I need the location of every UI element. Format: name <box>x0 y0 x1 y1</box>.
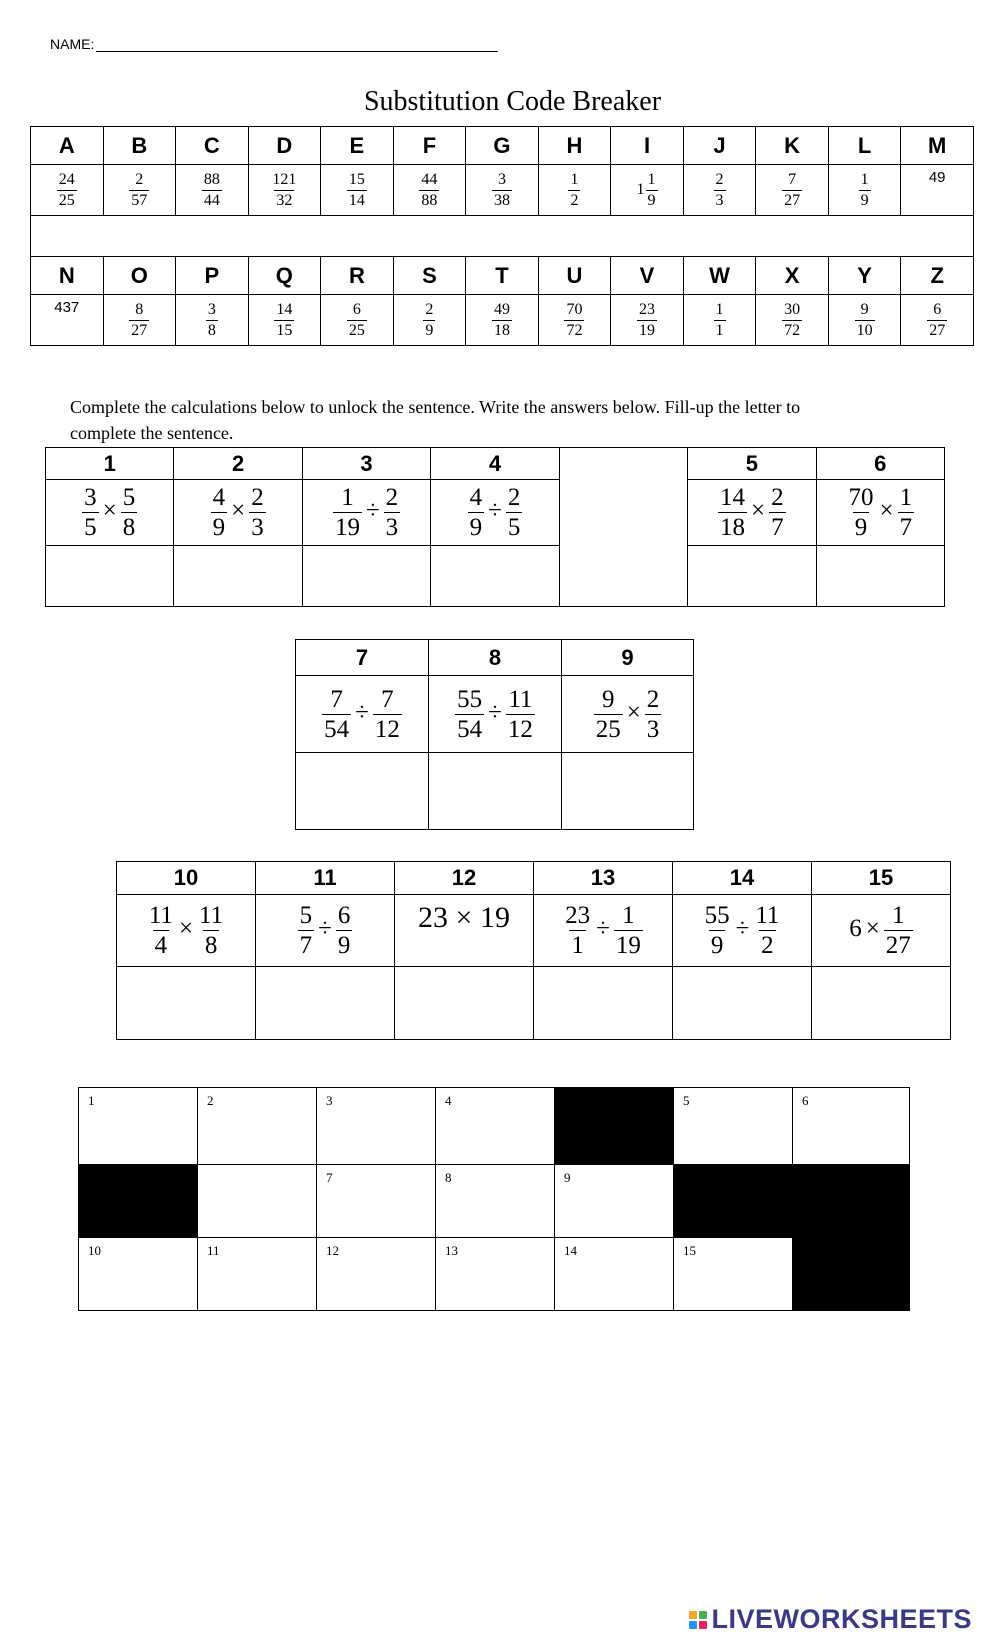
numerator: 6 <box>352 300 361 318</box>
numerator: 2 <box>771 484 784 511</box>
numerator: 44 <box>421 170 438 188</box>
operator: × <box>865 915 880 943</box>
numerator: 1 <box>899 484 913 511</box>
answer-box[interactable] <box>673 967 812 1040</box>
code-value <box>683 295 756 346</box>
numerator: 6 <box>337 902 351 929</box>
code-value <box>683 165 756 216</box>
problem-label: 4 <box>431 448 559 480</box>
answer-box[interactable] <box>46 546 174 607</box>
code-value <box>756 165 829 216</box>
code-letter: X <box>756 257 829 295</box>
answer-box[interactable] <box>534 967 673 1040</box>
numerator: 88 <box>203 170 220 188</box>
code-value <box>248 165 321 216</box>
numerator: 4 <box>212 484 226 511</box>
code-letter: C <box>176 127 249 165</box>
problem-label: 7 <box>296 640 429 676</box>
numerator: 23 <box>565 902 591 929</box>
problems-answer-row <box>117 967 951 1040</box>
denominator: 25 <box>58 191 75 209</box>
problem-label: 13 <box>534 862 673 895</box>
problem-expression <box>534 895 673 967</box>
numerator: 7 <box>788 170 797 188</box>
numerator: 49 <box>493 300 510 318</box>
answer-box[interactable] <box>429 753 562 830</box>
denominator: 15 <box>276 321 293 339</box>
logo-square <box>699 1611 707 1619</box>
numerator: 55 <box>704 902 730 929</box>
code-value <box>248 295 321 346</box>
denominator: 18 <box>493 321 510 339</box>
numerator: 2 <box>715 170 724 188</box>
operator: ÷ <box>596 915 610 943</box>
numerator: 2 <box>507 484 521 511</box>
grid-cell[interactable] <box>435 1237 555 1311</box>
code-value <box>31 165 104 216</box>
numerator: 1 <box>341 484 354 511</box>
operator: ÷ <box>488 497 502 525</box>
grid-cell-number: 12 <box>326 1243 339 1258</box>
code-letter: J <box>683 127 756 165</box>
denominator: 27 <box>784 191 801 209</box>
name-label: NAME: <box>50 36 95 52</box>
numerator: 3 <box>84 484 97 511</box>
denominator: 10 <box>856 321 873 339</box>
grid-cell-number: 3 <box>326 1093 333 1108</box>
code-letters-row-1 <box>31 127 974 165</box>
code-value <box>466 295 539 346</box>
denominator: 8 <box>122 514 136 541</box>
grid-cell-number: 15 <box>683 1243 696 1258</box>
denominator: 18 <box>720 514 746 541</box>
denominator: 9 <box>860 191 869 209</box>
operator: × <box>879 497 894 525</box>
code-letter: E <box>321 127 394 165</box>
denominator: 19 <box>639 321 656 339</box>
grid-cell[interactable] <box>673 1237 793 1311</box>
problem-label: 14 <box>673 862 812 895</box>
numerator: 11 <box>755 902 780 929</box>
numerator: 6 <box>933 300 942 318</box>
problem-expression <box>816 480 944 546</box>
denominator: 3 <box>715 191 724 209</box>
denominator: 44 <box>203 191 220 209</box>
grid-cell[interactable] <box>554 1237 674 1311</box>
answer-box[interactable] <box>816 546 944 607</box>
denominator: 27 <box>929 321 946 339</box>
code-letter: U <box>538 257 611 295</box>
numerator: 2 <box>646 685 660 713</box>
code-value: 437 <box>31 295 104 346</box>
numerator: 9 <box>601 685 615 713</box>
spacer-cell <box>559 546 687 607</box>
code-table <box>30 126 974 346</box>
spacer-cell <box>559 448 687 480</box>
denominator: 9 <box>337 932 351 959</box>
code-letter: T <box>466 257 539 295</box>
problem-label: 11 <box>256 862 395 895</box>
problem-expression <box>812 895 951 967</box>
denominator: 1 <box>571 932 584 959</box>
problem-expression <box>431 480 559 546</box>
grid-blocked-cell <box>792 1237 910 1311</box>
name-underline[interactable] <box>96 37 498 52</box>
grid-cell-number: 7 <box>326 1170 333 1185</box>
denominator: 27 <box>131 321 148 339</box>
numerator: 2 <box>385 484 399 511</box>
code-letter: M <box>901 127 974 165</box>
code-value <box>756 295 829 346</box>
answer-box[interactable] <box>812 967 951 1040</box>
denominator: 54 <box>457 715 483 743</box>
problem-expression <box>562 676 694 753</box>
numerator: 5 <box>299 902 313 929</box>
denominator: 9 <box>854 514 868 541</box>
problem-expression <box>429 676 562 753</box>
name-field[interactable] <box>50 36 498 52</box>
operator: × <box>751 497 766 525</box>
code-letter: V <box>611 257 684 295</box>
whole-number: 6 <box>849 915 862 943</box>
answer-box[interactable] <box>688 546 816 607</box>
grid-cell-number: 2 <box>207 1093 214 1108</box>
grid-cell[interactable] <box>673 1087 793 1165</box>
grid-cell[interactable] <box>554 1164 674 1238</box>
operator: × <box>102 497 117 525</box>
problem-expression <box>46 480 174 546</box>
logo-square <box>689 1611 697 1619</box>
code-value <box>393 165 466 216</box>
denominator: 54 <box>324 715 350 743</box>
denominator: 7 <box>771 514 784 541</box>
grid-cell-number: 6 <box>802 1093 809 1108</box>
logo-square <box>689 1621 697 1629</box>
problem-label: 5 <box>688 448 816 480</box>
operator: × <box>626 698 641 726</box>
whole-number: 1 <box>636 181 645 198</box>
grid-cell[interactable] <box>435 1164 555 1238</box>
problem-label: 10 <box>117 862 256 895</box>
grid-cell[interactable] <box>316 1237 436 1311</box>
code-letter: P <box>176 257 249 295</box>
code-value: 49 <box>901 165 974 216</box>
denominator: 4 <box>154 932 168 959</box>
denominator: 27 <box>885 932 911 959</box>
code-letter: O <box>103 257 176 295</box>
denominator: 3 <box>251 514 264 541</box>
grid-cell-number: 11 <box>207 1243 220 1258</box>
problem-expression <box>688 480 816 546</box>
grid-cell-number: 8 <box>445 1170 452 1185</box>
problem-expression <box>117 895 256 967</box>
grid-cell[interactable] <box>197 1087 317 1165</box>
grid-cell[interactable] <box>435 1087 555 1165</box>
problem-label: 12 <box>395 862 534 895</box>
operator: × <box>231 497 246 525</box>
code-letter: L <box>828 127 901 165</box>
code-letter: A <box>31 127 104 165</box>
code-letter: W <box>683 257 756 295</box>
code-letter: G <box>466 127 539 165</box>
code-letter: I <box>611 127 684 165</box>
grid-cell-number: 4 <box>445 1093 452 1108</box>
numerator: 55 <box>457 685 483 713</box>
numerator: 30 <box>784 300 801 318</box>
code-value <box>828 295 901 346</box>
problems-table-3 <box>116 861 951 1040</box>
denominator: 19 <box>334 514 360 541</box>
numerator: 2 <box>135 170 144 188</box>
numerator: 11 <box>508 685 533 713</box>
operator: ÷ <box>488 698 502 726</box>
denominator: 7 <box>899 514 913 541</box>
numerator: 1 <box>892 902 905 929</box>
code-letter: R <box>321 257 394 295</box>
numerator: 121 <box>272 170 297 188</box>
grid-blocked-cell <box>78 1164 198 1238</box>
problem-expression <box>296 676 429 753</box>
code-value <box>828 165 901 216</box>
problem-label: 2 <box>174 448 302 480</box>
problems-answer-row <box>296 753 694 830</box>
code-value <box>538 165 611 216</box>
denominator: 5 <box>84 514 97 541</box>
denominator: 72 <box>784 321 801 339</box>
answer-box[interactable] <box>562 753 694 830</box>
numerator: 24 <box>58 170 75 188</box>
denominator: 1 <box>715 321 724 339</box>
denominator: 3 <box>385 514 399 541</box>
operator: ÷ <box>735 915 750 943</box>
denominator: 57 <box>131 191 148 209</box>
problems-table-1 <box>45 447 945 607</box>
gap-cell <box>31 216 974 257</box>
denominator: 25 <box>348 321 365 339</box>
code-letter: S <box>393 257 466 295</box>
denominator: 88 <box>421 191 438 209</box>
spacer-cell <box>559 480 687 546</box>
numerator: 14 <box>720 484 746 511</box>
operator: × <box>178 915 194 943</box>
grid-cell[interactable] <box>197 1237 317 1311</box>
denominator: 32 <box>276 191 293 209</box>
code-value <box>103 295 176 346</box>
denominator: 38 <box>493 191 510 209</box>
numerator: 23 <box>639 300 656 318</box>
answer-box[interactable] <box>431 546 559 607</box>
numerator: 2 <box>425 300 434 318</box>
code-values-row-1 <box>31 165 974 216</box>
code-letter: Y <box>828 257 901 295</box>
numerator: 1 <box>622 902 635 929</box>
problem-label: 6 <box>816 448 944 480</box>
grid-cell-number: 13 <box>445 1243 458 1258</box>
problem-label: 15 <box>812 862 951 895</box>
denominator: 9 <box>469 514 483 541</box>
page-title: Substitution Code Breaker <box>363 86 662 117</box>
code-value <box>611 295 684 346</box>
code-letter: D <box>248 127 321 165</box>
code-gap-row <box>31 216 974 257</box>
code-letters-row-2 <box>31 257 974 295</box>
operator: ÷ <box>318 915 332 943</box>
grid-cell-number: 9 <box>564 1170 571 1185</box>
denominator: 12 <box>507 715 533 743</box>
numerator: 15 <box>348 170 365 188</box>
denominator: 12 <box>374 715 400 743</box>
grid-blocked-cell <box>673 1164 910 1238</box>
numerator: 11 <box>199 902 224 929</box>
liveworksheets-logo[interactable] <box>689 1604 972 1635</box>
instructions: Complete the calculations below to unlock the sentence. Write the answers below. Fill-up the letter to complete the sentence. <box>70 397 801 443</box>
problem-expression <box>256 895 395 967</box>
answer-box[interactable] <box>395 967 534 1040</box>
problem-expression: 23 × 19 <box>395 895 534 967</box>
numerator: 1 <box>647 170 656 188</box>
code-value <box>538 295 611 346</box>
numerator: 2 <box>251 484 264 511</box>
numerator: 5 <box>122 484 136 511</box>
answer-box[interactable] <box>256 967 395 1040</box>
code-values-row-2 <box>31 295 974 346</box>
denominator: 5 <box>507 514 521 541</box>
problems-expression-row <box>117 895 951 967</box>
code-letter: Z <box>901 257 974 295</box>
problem-expression <box>174 480 302 546</box>
numerator: 70 <box>566 300 583 318</box>
denominator: 8 <box>207 321 216 339</box>
numerator: 1 <box>860 170 869 188</box>
denominator: 7 <box>299 932 313 959</box>
problems-table-2 <box>295 639 694 830</box>
problems-expression-row <box>46 480 945 546</box>
grid-cell[interactable] <box>316 1164 436 1238</box>
numerator: 1 <box>715 300 724 318</box>
denominator: 9 <box>710 932 724 959</box>
numerator: 3 <box>497 170 506 188</box>
denominator: 9 <box>425 321 434 339</box>
denominator: 9 <box>647 191 656 209</box>
problem-expression <box>302 480 430 546</box>
problems-header-row <box>46 448 945 480</box>
code-letter: Q <box>248 257 321 295</box>
numerator: 7 <box>381 685 394 713</box>
numerator: 70 <box>848 484 874 511</box>
code-letter: N <box>31 257 104 295</box>
code-value <box>393 295 466 346</box>
problems-expression-row <box>296 676 694 753</box>
numerator: 14 <box>276 300 293 318</box>
grid-cell-number: 1 <box>88 1093 95 1108</box>
numerator: 7 <box>330 685 343 713</box>
problem-expression <box>673 895 812 967</box>
code-value <box>103 165 176 216</box>
grid-cell[interactable] <box>316 1087 436 1165</box>
problems-header-row <box>296 640 694 676</box>
numerator: 8 <box>135 300 144 318</box>
answer-box[interactable] <box>174 546 302 607</box>
code-value <box>901 295 974 346</box>
denominator: 3 <box>646 715 660 743</box>
logo-square <box>699 1621 707 1629</box>
code-value <box>611 165 684 216</box>
numerator: 1 <box>570 170 579 188</box>
answer-box[interactable] <box>296 753 429 830</box>
logo-mark-icon <box>689 1611 707 1629</box>
numerator: 11 <box>148 902 173 929</box>
problems-answer-row <box>46 546 945 607</box>
numerator: 4 <box>469 484 483 511</box>
answer-box[interactable] <box>302 546 430 607</box>
code-value <box>176 295 249 346</box>
code-letter: B <box>103 127 176 165</box>
denominator: 72 <box>566 321 583 339</box>
answer-box[interactable] <box>117 967 256 1040</box>
sentence-grid <box>78 1087 978 1311</box>
operator: ÷ <box>365 497 380 525</box>
code-value <box>466 165 539 216</box>
grid-cell-number: 10 <box>88 1243 101 1258</box>
code-value <box>176 165 249 216</box>
problem-label: 3 <box>302 448 430 480</box>
grid-cell-number: 5 <box>683 1093 690 1108</box>
grid-cell[interactable] <box>197 1164 317 1238</box>
denominator: 2 <box>570 191 579 209</box>
problem-label: 1 <box>46 448 174 480</box>
code-letter: H <box>538 127 611 165</box>
code-letter: K <box>756 127 829 165</box>
grid-cell-number: 14 <box>564 1243 577 1258</box>
grid-cell[interactable] <box>78 1087 198 1165</box>
code-value <box>321 295 394 346</box>
problem-label: 9 <box>562 640 694 676</box>
grid-cell[interactable] <box>792 1087 910 1165</box>
code-value <box>321 165 394 216</box>
denominator: 8 <box>204 932 218 959</box>
denominator: 9 <box>212 514 226 541</box>
operator: ÷ <box>355 698 369 726</box>
denominator: 14 <box>348 191 365 209</box>
problem-label: 8 <box>429 640 562 676</box>
denominator: 19 <box>615 932 641 959</box>
grid-cell[interactable] <box>78 1237 198 1311</box>
denominator: 2 <box>761 932 774 959</box>
denominator: 25 <box>595 715 621 743</box>
problems-header-row <box>117 862 951 895</box>
numerator: 3 <box>207 300 216 318</box>
code-letter: F <box>393 127 466 165</box>
grid-blocked-cell <box>554 1087 674 1165</box>
logo-text: LIVEWORKSHEETS <box>711 1604 972 1634</box>
numerator: 9 <box>860 300 869 318</box>
